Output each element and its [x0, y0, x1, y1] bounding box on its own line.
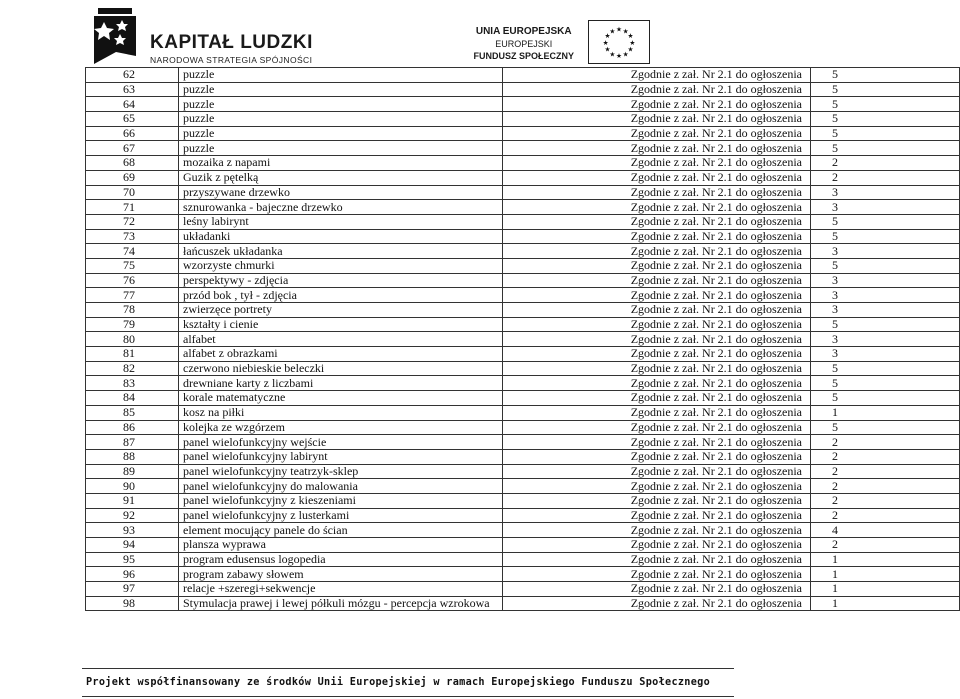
item-name: wzorzyste chmurki	[179, 258, 503, 273]
item-spec: Zgodnie z zał. Nr 2.1 do ogłoszenia	[503, 435, 811, 450]
svg-text:★: ★	[627, 45, 634, 54]
item-spec: Zgodnie z zał. Nr 2.1 do ogłoszenia	[503, 229, 811, 244]
item-quantity: 3	[811, 185, 960, 200]
table-row	[86, 126, 960, 141]
item-quantity: 5	[811, 361, 960, 376]
table-row	[86, 185, 960, 200]
item-spec: Zgodnie z zał. Nr 2.1 do ogłoszenia	[503, 258, 811, 273]
item-name: układanki	[179, 229, 503, 244]
row-number: 66	[86, 126, 179, 141]
item-spec: Zgodnie z zał. Nr 2.1 do ogłoszenia	[503, 391, 811, 406]
item-name: panel wielofunkcyjny teatrzyk-sklep	[179, 464, 503, 479]
item-spec: Zgodnie z zał. Nr 2.1 do ogłoszenia	[503, 538, 811, 553]
item-spec: Zgodnie z zał. Nr 2.1 do ogłoszenia	[503, 112, 811, 127]
table-row	[86, 214, 960, 229]
item-spec: Zgodnie z zał. Nr 2.1 do ogłoszenia	[503, 200, 811, 215]
table-row	[86, 244, 960, 259]
row-number: 70	[86, 185, 179, 200]
row-number: 98	[86, 596, 179, 611]
row-number: 91	[86, 493, 179, 508]
item-spec: Zgodnie z zał. Nr 2.1 do ogłoszenia	[503, 317, 811, 332]
item-spec: Zgodnie z zał. Nr 2.1 do ogłoszenia	[503, 347, 811, 362]
item-name: drewniane karty z liczbami	[179, 376, 503, 391]
table-row	[86, 97, 960, 112]
table-row	[86, 258, 960, 273]
item-name: puzzle	[179, 112, 503, 127]
table-row	[86, 464, 960, 479]
item-spec: Zgodnie z zał. Nr 2.1 do ogłoszenia	[503, 273, 811, 288]
item-quantity: 1	[811, 405, 960, 420]
item-name: zwierzęce portrety	[179, 303, 503, 318]
item-quantity: 3	[811, 200, 960, 215]
item-quantity: 3	[811, 332, 960, 347]
eu-line-3: FUNDUSZ SPOŁECZNY	[473, 51, 574, 61]
item-quantity: 4	[811, 523, 960, 538]
eu-logo-text	[473, 26, 574, 62]
item-name: element mocujący panele do ścian	[179, 523, 503, 538]
item-quantity: 2	[811, 170, 960, 185]
row-number: 75	[86, 258, 179, 273]
row-number: 77	[86, 288, 179, 303]
table-row	[86, 82, 960, 97]
item-name: sznurowanka - bajeczne drzewko	[179, 200, 503, 215]
item-spec: Zgodnie z zał. Nr 2.1 do ogłoszenia	[503, 97, 811, 112]
items-table	[85, 67, 960, 611]
table-row	[86, 449, 960, 464]
item-name: perspektywy - zdjęcia	[179, 273, 503, 288]
row-number: 86	[86, 420, 179, 435]
table-row	[86, 420, 960, 435]
item-name: panel wielofunkcyjny wejście	[179, 435, 503, 450]
row-number: 72	[86, 214, 179, 229]
item-spec: Zgodnie z zał. Nr 2.1 do ogłoszenia	[503, 214, 811, 229]
item-quantity: 5	[811, 420, 960, 435]
item-name: alfabet	[179, 332, 503, 347]
item-spec: Zgodnie z zał. Nr 2.1 do ogłoszenia	[503, 508, 811, 523]
row-number: 62	[86, 68, 179, 83]
svg-text:★: ★	[602, 38, 609, 47]
item-name: puzzle	[179, 82, 503, 97]
svg-text:★: ★	[609, 50, 616, 59]
table-row	[86, 317, 960, 332]
table-row	[86, 479, 960, 494]
row-number: 74	[86, 244, 179, 259]
item-name: puzzle	[179, 126, 503, 141]
item-spec: Zgodnie z zał. Nr 2.1 do ogłoszenia	[503, 332, 811, 347]
kapital-ludzki-emblem-icon	[86, 8, 144, 66]
item-quantity: 5	[811, 229, 960, 244]
item-spec: Zgodnie z zał. Nr 2.1 do ogłoszenia	[503, 523, 811, 538]
row-number: 71	[86, 200, 179, 215]
item-quantity: 5	[811, 258, 960, 273]
svg-text:★: ★	[604, 32, 611, 41]
item-name: panel wielofunkcyjny z lusterkami	[179, 508, 503, 523]
table-row	[86, 435, 960, 450]
item-quantity: 5	[811, 141, 960, 156]
item-name: kosz na piłki	[179, 405, 503, 420]
row-number: 87	[86, 435, 179, 450]
item-spec: Zgodnie z zał. Nr 2.1 do ogłoszenia	[503, 288, 811, 303]
row-number: 68	[86, 156, 179, 171]
item-quantity: 5	[811, 112, 960, 127]
row-number: 69	[86, 170, 179, 185]
eu-logo	[470, 18, 650, 68]
row-number: 89	[86, 464, 179, 479]
item-name: łańcuszek układanka	[179, 244, 503, 259]
item-spec: Zgodnie z zał. Nr 2.1 do ogłoszenia	[503, 464, 811, 479]
footer-cofinancing-note: Projekt współfinansowany ze środków Unii Europejskiej w ramach Europejskiego Funduszu Społecznego	[86, 677, 711, 688]
kapital-ludzki-title: KAPITAŁ LUDZKI	[150, 32, 313, 53]
table-row	[86, 347, 960, 362]
item-spec: Zgodnie z zał. Nr 2.1 do ogłoszenia	[503, 361, 811, 376]
kapital-ludzki-logo	[86, 8, 336, 68]
row-number: 94	[86, 538, 179, 553]
table-row	[86, 141, 960, 156]
table-row	[86, 303, 960, 318]
item-name: program edusensus logopedia	[179, 552, 503, 567]
table-row	[86, 229, 960, 244]
item-name: leśny labirynt	[179, 214, 503, 229]
table-row	[86, 68, 960, 83]
row-number: 73	[86, 229, 179, 244]
svg-text:★: ★	[627, 32, 634, 41]
table-row	[86, 200, 960, 215]
item-spec: Zgodnie z zał. Nr 2.1 do ogłoszenia	[503, 141, 811, 156]
kapital-ludzki-subtitle: NARODOWA STRATEGIA SPÓJNOŚCI	[150, 55, 313, 65]
row-number: 85	[86, 405, 179, 420]
row-number: 96	[86, 567, 179, 582]
svg-text:★: ★	[629, 38, 636, 47]
item-name: korale matematyczne	[179, 391, 503, 406]
table-row	[86, 596, 960, 611]
item-spec: Zgodnie z zał. Nr 2.1 do ogłoszenia	[503, 582, 811, 597]
item-name: puzzle	[179, 97, 503, 112]
item-name: Stymulacja prawej i lewej półkuli mózgu - percepcja wzrokowa	[179, 596, 503, 611]
item-quantity: 5	[811, 126, 960, 141]
svg-text:★: ★	[609, 27, 616, 36]
row-number: 82	[86, 361, 179, 376]
table-row	[86, 112, 960, 127]
page-header	[0, 0, 960, 70]
item-spec: Zgodnie z zał. Nr 2.1 do ogłoszenia	[503, 567, 811, 582]
svg-text:★: ★	[604, 45, 611, 54]
items-table-body	[86, 68, 960, 611]
item-quantity: 1	[811, 552, 960, 567]
table-row	[86, 523, 960, 538]
eu-flag-stars-icon	[588, 20, 650, 64]
row-number: 80	[86, 332, 179, 347]
item-spec: Zgodnie z zał. Nr 2.1 do ogłoszenia	[503, 156, 811, 171]
item-name: mozaika z napami	[179, 156, 503, 171]
item-name: przyszywane drzewko	[179, 185, 503, 200]
table-row	[86, 508, 960, 523]
item-spec: Zgodnie z zał. Nr 2.1 do ogłoszenia	[503, 596, 811, 611]
item-name: relacje +szeregi+sekwencje	[179, 582, 503, 597]
row-number: 95	[86, 552, 179, 567]
item-spec: Zgodnie z zał. Nr 2.1 do ogłoszenia	[503, 420, 811, 435]
item-spec: Zgodnie z zał. Nr 2.1 do ogłoszenia	[503, 126, 811, 141]
item-spec: Zgodnie z zał. Nr 2.1 do ogłoszenia	[503, 68, 811, 83]
item-spec: Zgodnie z zał. Nr 2.1 do ogłoszenia	[503, 82, 811, 97]
item-quantity: 5	[811, 317, 960, 332]
svg-text:★: ★	[622, 27, 629, 36]
item-quantity: 5	[811, 97, 960, 112]
item-name: panel wielofunkcyjny z kieszeniami	[179, 493, 503, 508]
item-quantity: 5	[811, 214, 960, 229]
item-quantity: 2	[811, 538, 960, 553]
item-spec: Zgodnie z zał. Nr 2.1 do ogłoszenia	[503, 405, 811, 420]
item-name: czerwono niebieskie beleczki	[179, 361, 503, 376]
table-row	[86, 332, 960, 347]
item-quantity: 5	[811, 391, 960, 406]
table-row	[86, 493, 960, 508]
item-name: kolejka ze wzgórzem	[179, 420, 503, 435]
item-quantity: 3	[811, 244, 960, 259]
table-row	[86, 273, 960, 288]
item-quantity: 3	[811, 273, 960, 288]
row-number: 63	[86, 82, 179, 97]
item-name: kształty i cienie	[179, 317, 503, 332]
svg-text:★: ★	[616, 25, 622, 34]
item-quantity: 3	[811, 288, 960, 303]
item-spec: Zgodnie z zał. Nr 2.1 do ogłoszenia	[503, 303, 811, 318]
item-spec: Zgodnie z zał. Nr 2.1 do ogłoszenia	[503, 552, 811, 567]
item-quantity: 2	[811, 156, 960, 171]
item-name: panel wielofunkcyjny labirynt	[179, 449, 503, 464]
table-row	[86, 538, 960, 553]
item-quantity: 5	[811, 376, 960, 391]
table-row	[86, 405, 960, 420]
footer-divider-bottom	[82, 696, 734, 697]
row-number: 93	[86, 523, 179, 538]
eu-line-1: UNIA EUROPEJSKA	[475, 26, 572, 37]
item-spec: Zgodnie z zał. Nr 2.1 do ogłoszenia	[503, 479, 811, 494]
item-name: plansza wyprawa	[179, 538, 503, 553]
item-quantity: 1	[811, 582, 960, 597]
item-spec: Zgodnie z zał. Nr 2.1 do ogłoszenia	[503, 449, 811, 464]
item-quantity: 2	[811, 449, 960, 464]
item-name: program zabawy słowem	[179, 567, 503, 582]
row-number: 92	[86, 508, 179, 523]
table-row	[86, 361, 960, 376]
item-name: puzzle	[179, 68, 503, 83]
row-number: 97	[86, 582, 179, 597]
item-spec: Zgodnie z zał. Nr 2.1 do ogłoszenia	[503, 493, 811, 508]
item-spec: Zgodnie z zał. Nr 2.1 do ogłoszenia	[503, 170, 811, 185]
footer-divider-top	[82, 668, 734, 669]
row-number: 67	[86, 141, 179, 156]
item-name: alfabet z obrazkami	[179, 347, 503, 362]
table-row	[86, 391, 960, 406]
row-number: 78	[86, 303, 179, 318]
item-quantity: 3	[811, 347, 960, 362]
item-spec: Zgodnie z zał. Nr 2.1 do ogłoszenia	[503, 244, 811, 259]
row-number: 81	[86, 347, 179, 362]
item-quantity: 2	[811, 479, 960, 494]
svg-text:★: ★	[622, 50, 629, 59]
table-row	[86, 156, 960, 171]
items-table-container	[85, 67, 959, 611]
row-number: 76	[86, 273, 179, 288]
table-row	[86, 376, 960, 391]
item-quantity: 1	[811, 567, 960, 582]
row-number: 84	[86, 391, 179, 406]
eu-line-2: EUROPEJSKI	[495, 39, 553, 49]
item-spec: Zgodnie z zał. Nr 2.1 do ogłoszenia	[503, 185, 811, 200]
table-row	[86, 170, 960, 185]
table-row	[86, 567, 960, 582]
item-name: panel wielofunkcyjny do malowania	[179, 479, 503, 494]
item-quantity: 5	[811, 82, 960, 97]
item-name: przód bok , tył - zdjęcia	[179, 288, 503, 303]
svg-text:★: ★	[616, 52, 622, 61]
item-quantity: 5	[811, 68, 960, 83]
item-name: Guzik z pętelką	[179, 170, 503, 185]
item-quantity: 3	[811, 303, 960, 318]
table-row	[86, 288, 960, 303]
table-row	[86, 552, 960, 567]
item-quantity: 1	[811, 596, 960, 611]
item-quantity: 2	[811, 435, 960, 450]
item-quantity: 2	[811, 464, 960, 479]
row-number: 65	[86, 112, 179, 127]
row-number: 90	[86, 479, 179, 494]
row-number: 83	[86, 376, 179, 391]
item-name: puzzle	[179, 141, 503, 156]
row-number: 79	[86, 317, 179, 332]
table-row	[86, 582, 960, 597]
row-number: 88	[86, 449, 179, 464]
item-quantity: 2	[811, 508, 960, 523]
row-number: 64	[86, 97, 179, 112]
item-quantity: 2	[811, 493, 960, 508]
item-spec: Zgodnie z zał. Nr 2.1 do ogłoszenia	[503, 376, 811, 391]
